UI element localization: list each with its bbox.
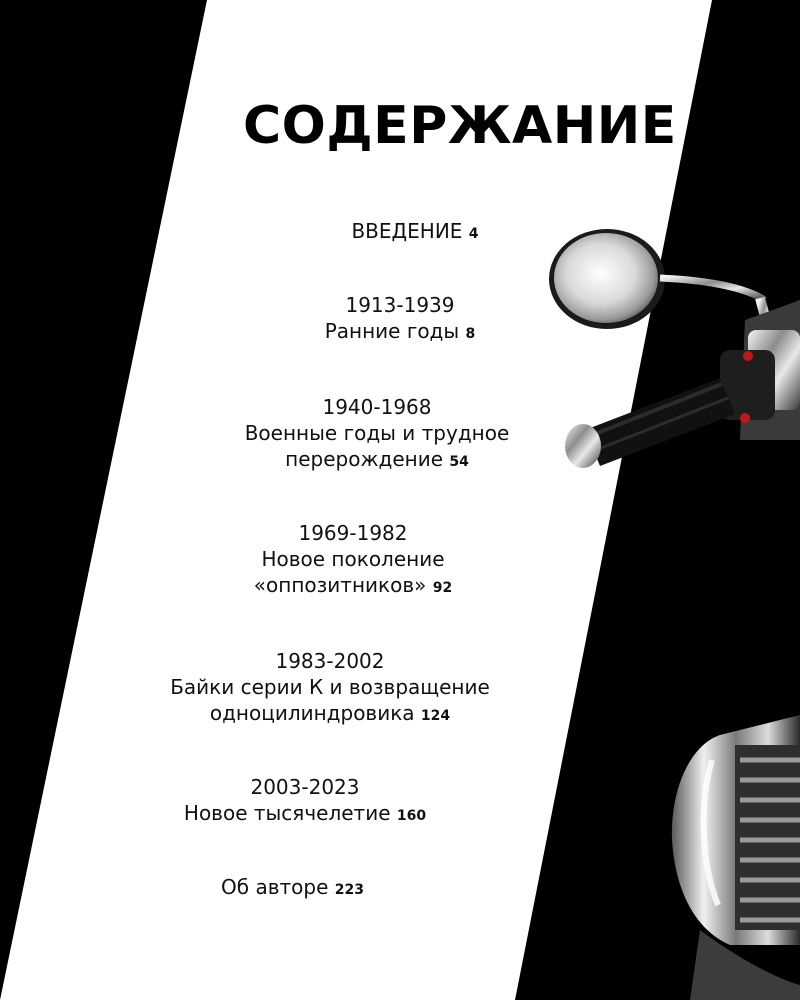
toc-entry-title-cont: «оппозитников» bbox=[253, 573, 427, 597]
toc-entry-page: 124 bbox=[420, 708, 451, 724]
toc-entry-years: 2003-2023 bbox=[250, 775, 360, 799]
toc-entry-page: 160 bbox=[396, 808, 427, 824]
toc-entry-introduction bbox=[300, 218, 530, 247]
toc-entry-page: 8 bbox=[465, 326, 476, 342]
toc-entry-years: 1983-2002 bbox=[275, 649, 385, 673]
toc-entry-page: 92 bbox=[432, 580, 453, 596]
toc-entry-title: Новое тысячелетие bbox=[183, 801, 391, 825]
toc-entry-1983-2002 bbox=[150, 648, 510, 729]
toc-entry-1969-1982 bbox=[203, 520, 503, 601]
toc-entry-years: 1940-1968 bbox=[322, 395, 432, 419]
toc-entry-page: 223 bbox=[334, 882, 364, 898]
toc-entry-title: Военные годы и трудное bbox=[244, 421, 510, 445]
toc-entry-title-cont: перерождение bbox=[285, 447, 443, 471]
toc-entry-title: Байки серии К и возвращение bbox=[170, 675, 490, 699]
toc-entry-page: 54 bbox=[449, 454, 469, 470]
toc-entry-years: 1969-1982 bbox=[298, 521, 408, 545]
toc-entry-2003-2023 bbox=[160, 774, 450, 829]
toc-entry-1913-1939 bbox=[270, 292, 530, 347]
toc-entry-years: 1913-1939 bbox=[345, 293, 455, 317]
toc-entry-title: Об авторе bbox=[221, 875, 329, 899]
toc-entry-title-cont: одноцилиндровика bbox=[209, 701, 415, 725]
page-title: СОДЕРЖАНИЕ bbox=[243, 96, 677, 156]
toc-entry-title: Новое поколение bbox=[261, 547, 445, 571]
toc-entry-page: 4 bbox=[468, 226, 479, 242]
toc-entry-about-author bbox=[180, 874, 405, 903]
toc-entry-title: Ранние годы bbox=[324, 319, 460, 343]
toc-entry-1940-1968 bbox=[227, 394, 527, 475]
toc-entry-title: ВВЕДЕНИЕ bbox=[351, 219, 463, 243]
